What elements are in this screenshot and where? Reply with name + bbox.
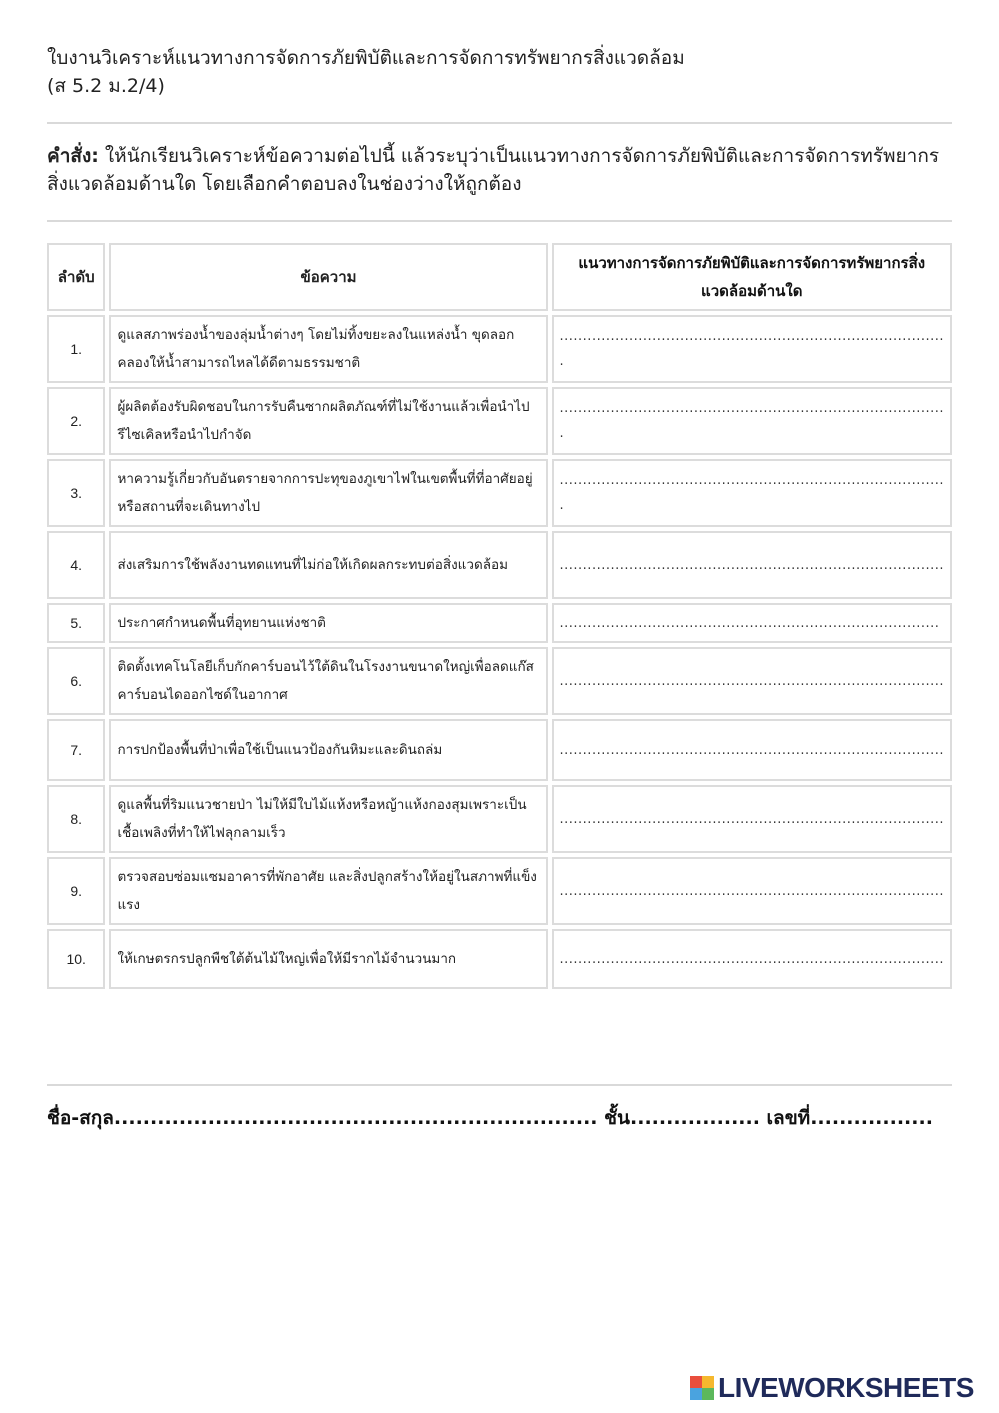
- row-number: 9.: [47, 857, 105, 925]
- row-statement: ประกาศกำหนดพื้นที่อุทยานแห่งชาติ: [109, 603, 547, 643]
- row-number: 1.: [47, 315, 105, 383]
- row-number: 5.: [47, 603, 105, 643]
- student-info-line: ชื่อ-สกุล................................................................... ชั้น.................. เลขที่.................: [47, 1107, 933, 1129]
- table-row: [47, 647, 952, 715]
- title-line-2: (ส 5.2 ม.2/4): [47, 75, 165, 97]
- table-row: [47, 387, 952, 455]
- answer-field[interactable]: [552, 647, 952, 715]
- row-statement: ส่งเสริมการใช้พลังงานทดแทนที่ไม่ก่อให้เกิดผลกระทบต่อสิ่งแวดล้อม: [109, 531, 547, 599]
- answer-field[interactable]: [552, 315, 952, 383]
- row-statement: ตรวจสอบซ่อมแซมอาคารที่พักอาศัย และสิ่งปลูกสร้างให้อยู่ในสภาพที่แข็งแรง: [109, 857, 547, 925]
- worksheet-table: [43, 239, 956, 993]
- instruction-label: คำสั่ง:: [47, 145, 99, 167]
- table-row: [47, 785, 952, 853]
- row-number: 10.: [47, 929, 105, 989]
- answer-field[interactable]: [552, 857, 952, 925]
- answer-dots: ...................................................................................: [559, 742, 944, 758]
- divider-top: [47, 122, 952, 124]
- table-row: [47, 315, 952, 383]
- row-statement: หาความรู้เกี่ยวกับอันตรายจากการปะทุของภูเขาไฟในเขตพื้นที่ที่อาศัยอยู่หรือสถานที่จะเดินทางไป: [109, 459, 547, 527]
- row-number: 6.: [47, 647, 105, 715]
- answer-dots: ...................................................................................: [559, 557, 944, 573]
- answer-dots: ...................................................................................: [559, 951, 944, 967]
- row-number: 8.: [47, 785, 105, 853]
- row-number: 2.: [47, 387, 105, 455]
- answer-dots-continuation: .: [559, 426, 565, 441]
- logo-text: LIVEWORKSHEETS: [718, 1372, 974, 1403]
- answer-dots: ..................................................................................: [559, 615, 940, 631]
- table-row: [47, 719, 952, 781]
- row-number: 4.: [47, 531, 105, 599]
- title-line-1: ใบงานวิเคราะห์แนวทางการจัดการภัยพิบัติและการจัดการทรัพยากรสิ่งแวดล้อม: [47, 47, 685, 69]
- table-row: [47, 929, 952, 989]
- answer-dots: ...................................................................................: [559, 673, 944, 689]
- table-row: [47, 531, 952, 599]
- row-statement: ให้เกษตรกรปลูกพืชใต้ต้นไม้ใหญ่เพื่อให้มีรากไม้จำนวนมาก: [109, 929, 547, 989]
- table-row: [47, 459, 952, 527]
- answer-field[interactable]: [552, 531, 952, 599]
- header-answer: แนวทางการจัดการภัยพิบัติและการจัดการทรัพยากรสิ่งแวดล้อมด้านใด: [552, 243, 952, 311]
- row-statement: การปกป้องพื้นที่ป่าเพื่อใช้เป็นแนวป้องกันหิมะและดินถล่ม: [109, 719, 547, 781]
- logo-mark-icon: [690, 1376, 714, 1400]
- instruction-text: ให้นักเรียนวิเคราะห์ข้อความต่อไปนี้ แล้วระบุว่าเป็นแนวทางการจัดการภัยพิบัติและการจัดการทรัพยากรสิ่งแวดล้อมด้านใด โดยเลือกคำตอบลงในช่องว่างให้ถูกต้อง: [47, 145, 940, 195]
- instruction: [47, 142, 952, 198]
- answer-field[interactable]: [552, 929, 952, 989]
- header-statement: ข้อความ: [109, 243, 547, 311]
- row-statement: ติดตั้งเทคโนโลยีเก็บกักคาร์บอนไว้ใต้ดินในโรงงานขนาดใหญ่เพื่อลดแก๊สคาร์บอนไดออกไซด์ในอากาศ: [109, 647, 547, 715]
- table-row: [47, 857, 952, 925]
- divider-bottom: [47, 1084, 952, 1086]
- answer-field[interactable]: [552, 387, 952, 455]
- answer-dots: ...................................................................................: [559, 811, 944, 827]
- liveworksheets-logo: [690, 1373, 974, 1403]
- answer-field[interactable]: [552, 719, 952, 781]
- answer-dots: ...................................................................................: [559, 401, 944, 416]
- answer-dots-continuation: .: [559, 354, 565, 369]
- divider-mid: [47, 220, 952, 222]
- row-number: 3.: [47, 459, 105, 527]
- row-statement: ผู้ผลิตต้องรับผิดชอบในการรับคืนซากผลิตภัณฑ์ที่ไม่ใช้งานแล้วเพื่อนำไปรีไซเคิลหรือนำไปกำจัด: [109, 387, 547, 455]
- answer-dots: ...................................................................................: [559, 473, 944, 488]
- row-number: 7.: [47, 719, 105, 781]
- answer-dots: ...................................................................................: [559, 883, 944, 899]
- worksheet-title: [47, 44, 947, 100]
- row-statement: ดูแลพื้นที่ริมแนวชายป่า ไม่ให้มีใบไม้แห้งหรือหญ้าแห้งกองสุมเพราะเป็นเชื้อเพลิงที่ทำให้ไฟลุกลามเร็ว: [109, 785, 547, 853]
- answer-field[interactable]: [552, 785, 952, 853]
- table-header-row: [47, 243, 952, 311]
- table-row: [47, 603, 952, 643]
- row-statement: ดูแลสภาพร่องน้ำของลุ่มน้ำต่างๆ โดยไม่ทิ้งขยะลงในแหล่งน้ำ ขุดลอกคลองให้น้ำสามารถไหลได้ดีตามธรรมชาติ: [109, 315, 547, 383]
- answer-dots-continuation: .: [559, 498, 565, 513]
- answer-field[interactable]: [552, 459, 952, 527]
- header-no: ลำดับ: [47, 243, 105, 311]
- answer-field[interactable]: [552, 603, 952, 643]
- answer-dots: ...................................................................................: [559, 329, 944, 344]
